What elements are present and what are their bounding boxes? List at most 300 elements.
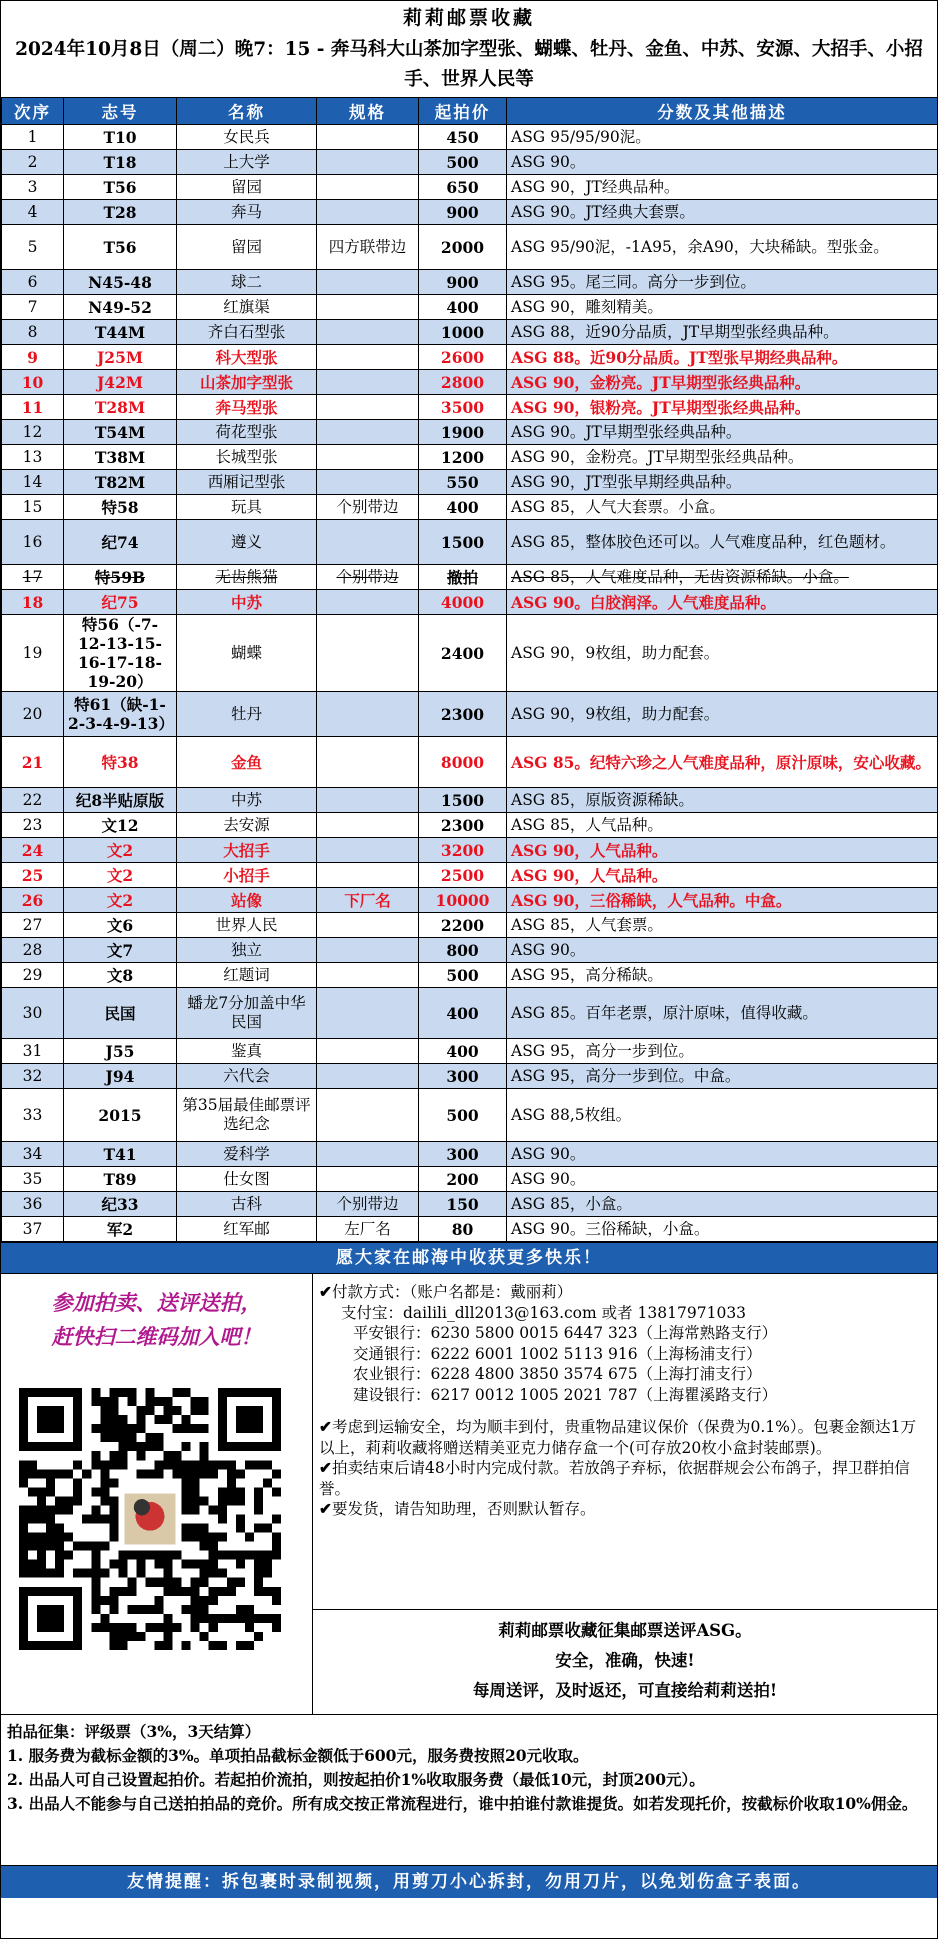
cell-code: T18 [64,150,177,175]
table-row [2,370,938,395]
cell-name: 西厢记型张 [177,470,317,495]
cell-price: 300 [419,1064,507,1089]
cell-desc: ASG 95，高分一步到位。中盒。 [507,1064,938,1089]
table-row [2,470,938,495]
cell-name: 世界人民 [177,913,317,938]
promo-line: 赶快扫二维码加入吧！ [51,1324,262,1349]
cell-name: 红题词 [177,963,317,988]
cell-no: 20 [2,692,64,737]
col-header-price: 起拍价 [419,98,507,125]
cell-spec [317,420,419,445]
cell-spec [317,1089,419,1142]
cell-desc: ASG 90。三俗稀缺，小盒。 [507,1217,938,1242]
table-row [2,737,938,788]
cell-spec [317,345,419,370]
cell-spec [317,125,419,150]
table-row [2,1089,938,1142]
cell-price: 1500 [419,788,507,813]
cell-price: 400 [419,988,507,1039]
cell-no: 24 [2,838,64,863]
cell-code: T56 [64,175,177,200]
cell-no: 36 [2,1192,64,1217]
table-row [2,963,938,988]
cell-no: 31 [2,1039,64,1064]
cell-spec: 下厂名 [317,888,419,913]
cell-no: 18 [2,590,64,615]
cell-spec [317,692,419,737]
cell-no: 16 [2,520,64,565]
info-section [1,1274,937,1715]
cell-name: 女民兵 [177,125,317,150]
cell-code: T44M [64,320,177,345]
cell-spec [317,470,419,495]
cell-price: 1500 [419,520,507,565]
cell-price: 撤拍 [419,565,507,590]
cell-no: 13 [2,445,64,470]
cell-spec: 个别带边 [317,565,419,590]
table-row [2,1192,938,1217]
cell-desc: ASG 90。 [507,1142,938,1167]
cell-name: 荷花型张 [177,420,317,445]
cell-code: T89 [64,1167,177,1192]
cell-no: 15 [2,495,64,520]
cell-code: T28M [64,395,177,420]
cell-name: 鉴真 [177,1039,317,1064]
table-header [2,98,938,125]
table-row [2,1142,938,1167]
qr-code-icon[interactable] [19,1388,281,1650]
payment-panel [313,1274,937,1714]
cell-code: 文12 [64,813,177,838]
cell-code: 文2 [64,888,177,913]
cell-no: 28 [2,938,64,963]
cell-code: T41 [64,1142,177,1167]
page-title: 莉莉邮票收藏 [402,7,535,29]
alipay-line: 支付宝：dailili_dll2013@163.com 或者 13817971033 [341,1303,747,1322]
cell-name: 蟠龙7分加盖中华民国 [177,988,317,1039]
cell-no: 37 [2,1217,64,1242]
cell-spec [317,395,419,420]
cell-no: 8 [2,320,64,345]
cell-code: 特61（缺-1-2-3-4-9-13） [64,692,177,737]
cell-desc: ASG 90，银粉亮。JT早期型张经典品种。 [507,395,938,420]
cell-code: 纪33 [64,1192,177,1217]
cell-desc: ASG 90。 [507,150,938,175]
col-header-no: 次序 [2,98,64,125]
cell-desc: ASG 95。尾三同。高分一步到位。 [507,270,938,295]
cell-price: 1900 [419,420,507,445]
note-payment: 拍卖结束后请48小时内完成付款。若放鸽子弃标，依据群规会公布鸽子，捍卫群拍信誉。 [319,1459,910,1498]
table-row [2,125,938,150]
cell-code: T28 [64,200,177,225]
cell-desc: ASG 88。近90分品质。JT型张早期经典品种。 [507,345,938,370]
checkmark-icon: ✔ [319,1499,332,1518]
consignment-rules [1,1715,937,1865]
payment-heading: 付款方式：（账户名都是：戴丽莉） [332,1283,573,1301]
cell-spec [317,913,419,938]
cell-price: 900 [419,200,507,225]
bank-line: 交通银行：6222 6001 1002 5113 916（上海杨浦支行） [353,1344,762,1363]
cell-name: 第35届最佳邮票评选纪念 [177,1089,317,1142]
table-row [2,320,938,345]
cell-desc: ASG 90，人气品种。 [507,863,938,888]
cell-code: 特38 [64,737,177,788]
col-header-name: 名称 [177,98,317,125]
cell-code: T10 [64,125,177,150]
table-row [2,988,938,1039]
cell-name: 去安源 [177,813,317,838]
table-row [2,1064,938,1089]
cell-desc: ASG 90。JT经典大套票。 [507,200,938,225]
cell-no: 4 [2,200,64,225]
cell-no: 26 [2,888,64,913]
cell-desc: ASG 90，JT经典品种。 [507,175,938,200]
cell-spec [317,520,419,565]
cell-spec [317,938,419,963]
cell-no: 17 [2,565,64,590]
cell-code: 文8 [64,963,177,988]
table-row [2,420,938,445]
cell-name: 独立 [177,938,317,963]
cell-no: 21 [2,737,64,788]
table-row [2,200,938,225]
table-row [2,295,938,320]
bank-line: 建设银行：6217 0012 1005 2021 787（上海瞿溪路支行） [353,1385,778,1404]
cell-desc: ASG 90。JT早期型张经典品种。 [507,420,938,445]
cell-spec: 个别带边 [317,495,419,520]
cell-desc: ASG 95，高分稀缺。 [507,963,938,988]
cell-desc: ASG 90。 [507,1167,938,1192]
cell-desc: ASG 95/95/90泥。 [507,125,938,150]
cell-name: 奔马 [177,200,317,225]
table-row [2,813,938,838]
cell-code: 文6 [64,913,177,938]
cell-no: 35 [2,1167,64,1192]
cell-price: 400 [419,495,507,520]
cell-desc: ASG 88,5枚组。 [507,1089,938,1142]
cell-name: 蝴蝶 [177,615,317,692]
cell-code: 文2 [64,838,177,863]
cell-desc: ASG 95，高分一步到位。 [507,1039,938,1064]
cell-no: 34 [2,1142,64,1167]
cell-price: 4000 [419,590,507,615]
cell-desc: ASG 85，小盒。 [507,1192,938,1217]
bank-line: 农业银行：6228 4800 3850 3574 675（上海打浦支行） [353,1365,762,1383]
cell-code: J94 [64,1064,177,1089]
cell-name: 留园 [177,175,317,200]
cell-code: 纪8半贴原版 [64,788,177,813]
cell-code: 2015 [64,1089,177,1142]
cell-price: 3500 [419,395,507,420]
cell-no: 27 [2,913,64,938]
cell-no: 3 [2,175,64,200]
banner: 愿大家在邮海中收获更多快乐！ [1,1242,937,1274]
table-row [2,938,938,963]
cell-spec [317,270,419,295]
cell-name: 站像 [177,888,317,913]
checkmark-icon: ✔ [319,1417,332,1436]
cell-code: 军2 [64,1217,177,1242]
cell-desc: ASG 85，整体胶色还可以。人气难度品种，红色题材。 [507,520,938,565]
cell-name: 中苏 [177,590,317,615]
cell-code: T38M [64,445,177,470]
cell-name: 牡丹 [177,692,317,737]
table-row [2,788,938,813]
cell-price: 2200 [419,913,507,938]
cell-spec [317,1142,419,1167]
cell-desc: ASG 85。纪特六珍之人气难度品种，原汁原味，安心收藏。 [507,737,938,788]
cell-desc: ASG 90，人气品种。 [507,838,938,863]
promo-line: 参加拍卖、送评送拍， [51,1290,262,1315]
cell-price: 3200 [419,838,507,863]
cell-price: 450 [419,125,507,150]
cell-name: 遵义 [177,520,317,565]
cell-no: 23 [2,813,64,838]
bank-line: 平安银行：6230 5800 0015 6447 323（上海常熟路支行） [353,1324,778,1342]
asg-line: 安全，准确，快速! [555,1651,695,1670]
cell-price: 2500 [419,863,507,888]
cell-price: 500 [419,150,507,175]
cell-desc: ASG 90，三俗稀缺，人气品种。中盒。 [507,888,938,913]
payment-info [313,1274,937,1610]
cell-price: 150 [419,1192,507,1217]
cell-spec [317,788,419,813]
cell-code: J42M [64,370,177,395]
cell-no: 10 [2,370,64,395]
cell-desc: ASG 88，近90分品质，JT早期型张经典品种。 [507,320,938,345]
cell-spec: 四方联带边 [317,225,419,270]
table-row [2,1217,938,1242]
table-row [2,1167,938,1192]
cell-spec [317,200,419,225]
cell-desc: ASG 90，雕刻精美。 [507,295,938,320]
cell-no: 2 [2,150,64,175]
table-row [2,913,938,938]
table-row [2,863,938,888]
cell-name: 山茶加字型张 [177,370,317,395]
cell-spec [317,1064,419,1089]
table-row [2,565,938,590]
cell-desc: ASG 90，JT型张早期经典品种。 [507,470,938,495]
cell-desc: ASG 85，原版资源稀缺。 [507,788,938,813]
cell-name: 仕女图 [177,1167,317,1192]
cell-no: 9 [2,345,64,370]
cell-no: 25 [2,863,64,888]
cell-no: 33 [2,1089,64,1142]
cell-price: 2000 [419,225,507,270]
asg-line: 每周送评，及时返还，可直接给莉莉送拍! [472,1681,778,1700]
cell-no: 30 [2,988,64,1039]
cell-price: 80 [419,1217,507,1242]
cell-desc: ASG 85，人气套票。 [507,913,938,938]
cell-desc: ASG 85。百年老票，原汁原味，值得收藏。 [507,988,938,1039]
cell-no: 32 [2,1064,64,1089]
cell-spec [317,175,419,200]
rule-line: 3. 出品人不能参与自己送拍拍品的竞价。所有成交按正常流程进行，谁中拍谁付款谁提货。如若发现托价，按截标价收取10%佣金。 [7,1794,918,1813]
cell-name: 六代会 [177,1064,317,1089]
cell-no: 19 [2,615,64,692]
cell-spec [317,295,419,320]
cell-no: 5 [2,225,64,270]
rule-line: 2. 出品人可自己设置起拍价。若起拍价流拍，则按起拍价1%收取服务费（最低10元，封顶200元）。 [7,1770,705,1789]
promo-text [1,1286,312,1354]
page-subtitle: 2024年10月8日（周二）晚7：15 - 奔马科大山茶加字型张、蝴蝶、牡丹、金鱼、中苏、安源、大招手、小招手、世界人民等 [15,39,923,90]
cell-price: 8000 [419,737,507,788]
cell-no: 11 [2,395,64,420]
cell-desc: ASG 85，人气大套票。小盒。 [507,495,938,520]
cell-desc: ASG 90，金粉亮。JT早期型张经典品种。 [507,370,938,395]
cell-price: 2600 [419,345,507,370]
cell-spec [317,1167,419,1192]
cell-price: 2300 [419,692,507,737]
cell-desc: ASG 90。 [507,938,938,963]
cell-desc: ASG 90，9枚组，助力配套。 [507,692,938,737]
promo-panel [1,1274,313,1714]
col-header-code: 志号 [64,98,177,125]
rule-line: 拍品征集：评级票（3%，3天结算） [7,1722,261,1741]
checkmark-icon: ✔ [319,1282,332,1301]
cell-name: 中苏 [177,788,317,813]
cell-price: 650 [419,175,507,200]
cell-code: 民国 [64,988,177,1039]
table-row [2,692,938,737]
cell-name: 小招手 [177,863,317,888]
cell-price: 1200 [419,445,507,470]
cell-name: 红旗渠 [177,295,317,320]
cell-name: 长城型张 [177,445,317,470]
cell-price: 2300 [419,813,507,838]
cell-code: T82M [64,470,177,495]
cell-price: 10000 [419,888,507,913]
cell-name: 大招手 [177,838,317,863]
cell-code: 特58 [64,495,177,520]
cell-spec: 个别带边 [317,1192,419,1217]
cell-code: 特59B [64,565,177,590]
cell-spec [317,150,419,175]
cell-price: 300 [419,1142,507,1167]
table-row [2,175,938,200]
cell-spec [317,615,419,692]
cell-no: 1 [2,125,64,150]
cell-code: T56 [64,225,177,270]
checkmark-icon: ✔ [319,1458,332,1477]
cell-name: 金鱼 [177,737,317,788]
table-row [2,345,938,370]
cell-code: J25M [64,345,177,370]
table-row [2,225,938,270]
cell-name: 无齿熊猫 [177,565,317,590]
note-shipping: 考虑到运输安全，均为顺丰到付，贵重物品建议保价（保费为0.1%）。包裹金额达1万以上，莉莉收藏将赠送精美亚克力储存盒一个(可存放20枚小盒封装邮票)。 [319,1418,916,1457]
cell-spec [317,838,419,863]
cell-price: 500 [419,963,507,988]
table-row [2,270,938,295]
footer-reminder: 友情提醒：拆包裹时录制视频，用剪刀小心拆封，勿用刀片，以免划伤盒子表面。 [1,1865,937,1898]
asg-service [313,1610,937,1706]
cell-desc: ASG 85，人气难度品种，无齿资源稀缺。小盒。 [507,565,938,590]
cell-desc: ASG 95/90泥，-1A95，余A90，大块稀缺。型张金。 [507,225,938,270]
cell-price: 500 [419,1089,507,1142]
asg-line: 莉莉邮票收藏征集邮票送评ASG。 [498,1621,752,1640]
cell-name: 玩具 [177,495,317,520]
cell-no: 22 [2,788,64,813]
cell-no: 14 [2,470,64,495]
cell-name: 球二 [177,270,317,295]
cell-spec [317,320,419,345]
cell-name: 上大学 [177,150,317,175]
cell-desc: ASG 90。白胶润泽。人气难度品种。 [507,590,938,615]
cell-name: 留园 [177,225,317,270]
table-row [2,838,938,863]
cell-code: N49-52 [64,295,177,320]
cell-code: 文2 [64,863,177,888]
cell-no: 12 [2,420,64,445]
cell-price: 200 [419,1167,507,1192]
cell-code: J55 [64,1039,177,1064]
cell-spec [317,370,419,395]
table-row [2,395,938,420]
cell-desc: ASG 90，金粉亮。JT早期型张经典品种。 [507,445,938,470]
cell-spec [317,863,419,888]
cell-name: 爱科学 [177,1142,317,1167]
cell-name: 齐白石型张 [177,320,317,345]
table-row [2,495,938,520]
col-header-spec: 规格 [317,98,419,125]
cell-price: 900 [419,270,507,295]
cell-code: 纪74 [64,520,177,565]
table-row [2,1039,938,1064]
table-row [2,150,938,175]
cell-price: 2800 [419,370,507,395]
table-row [2,888,938,913]
cell-name: 古科 [177,1192,317,1217]
cell-price: 400 [419,1039,507,1064]
cell-code: T54M [64,420,177,445]
col-header-desc: 分数及其他描述 [507,98,938,125]
cell-name: 科大型张 [177,345,317,370]
table-row [2,615,938,692]
cell-code: 文7 [64,938,177,963]
cell-name: 奔马型张 [177,395,317,420]
cell-no: 7 [2,295,64,320]
cell-spec [317,988,419,1039]
cell-name: 红军邮 [177,1217,317,1242]
table-row [2,445,938,470]
table-row [2,520,938,565]
cell-code: 特56（-7-12-13-15-16-17-18-19-20） [64,615,177,692]
note-delivery: 要发货，请告知助理，否则默认暂存。 [332,1500,596,1518]
cell-code: N45-48 [64,270,177,295]
cell-no: 29 [2,963,64,988]
cell-price: 550 [419,470,507,495]
cell-spec [317,1039,419,1064]
cell-price: 2400 [419,615,507,692]
cell-no: 6 [2,270,64,295]
cell-spec: 左厂名 [317,1217,419,1242]
rule-line: 1. 服务费为截标金额的3%。单项拍品截标金额低于600元，服务费按照20元收取。 [7,1746,589,1765]
cell-price: 400 [419,295,507,320]
cell-spec [317,963,419,988]
cell-spec [317,813,419,838]
cell-price: 800 [419,938,507,963]
cell-spec [317,737,419,788]
cell-spec [317,590,419,615]
cell-spec [317,445,419,470]
cell-code: 纪75 [64,590,177,615]
table-row [2,590,938,615]
cell-desc: ASG 90，9枚组，助力配套。 [507,615,938,692]
cell-desc: ASG 85，人气品种。 [507,813,938,838]
cell-price: 1000 [419,320,507,345]
